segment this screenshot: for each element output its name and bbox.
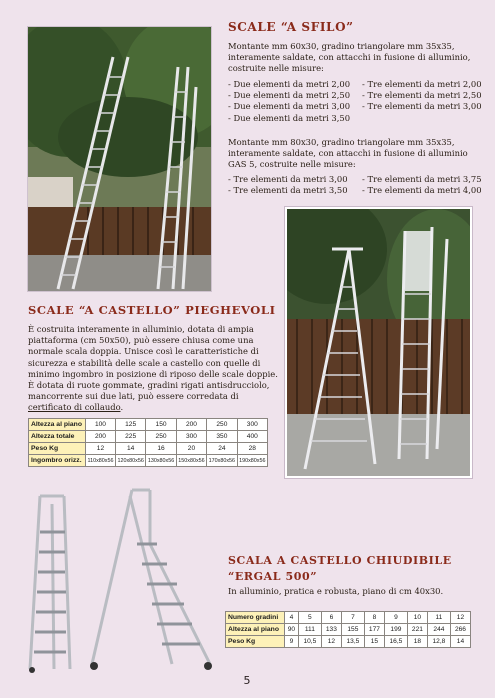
table-cell: 130x80x56 [146,455,176,467]
collaudo-certificate-link[interactable]: certificato di collaudo [28,402,121,413]
table-cell: 14 [115,443,145,455]
table-cell: 16,5 [384,636,407,648]
table-cell: 12 [450,612,470,624]
table-cell: 221 [407,624,427,636]
table-cell: 7 [341,612,364,624]
sfilo-sizes-three-elements [362,79,482,113]
sfilo-intro-2: Montante mm 80x30, gradino triangolare mm 35x35, interamente saldate, con attacchi in fusione di alluminio GAS 5, costruite nelle misure: [228,137,468,170]
table-cell: 4 [285,612,299,624]
row-label: Altezza al piano [29,419,86,431]
table-cell: 120x80x56 [115,455,145,467]
ergal-description: In alluminio, pratica e robusta, piano di cm 40x30. [228,586,444,596]
row-label: Altezza totale [29,431,86,443]
table-cell: 250 [207,419,237,431]
table-cell: 28 [237,443,267,455]
table-cell: 350 [207,431,237,443]
table-row [226,636,471,648]
table-cell: 12 [86,443,116,455]
castello-title: SCALE “A CASTELLO” PIEGHEVOLI [28,303,276,317]
table-cell: 244 [427,624,450,636]
ergal-title-line1: SCALA A CASTELLO CHIUDIBILE [228,554,452,567]
list-item: - Tre elementi da metri 4,00 [362,185,482,196]
table-cell: 125 [115,419,145,431]
row-label: Peso Kg [226,636,285,648]
list-item: - Due elementi da metri 3,50 [228,112,351,123]
ergal-title-line2: “ERGAL 500” [228,570,318,583]
row-label: Peso Kg [29,443,86,455]
list-item: - Tre elementi da metri 3,00 [362,101,482,112]
table-cell: 90 [285,624,299,636]
table-cell: 16 [146,443,176,455]
table-cell: 300 [237,419,267,431]
sfilo-sizes-two-elements [228,79,350,124]
sfilo-gas5-sizes-left [228,174,348,196]
table-cell: 12 [321,636,341,648]
table-cell: 150x80x56 [176,455,206,467]
table-cell: 10,5 [298,636,321,648]
list-item: - Due elementi da metri 2,50 [228,90,351,101]
table-cell: 111 [298,624,321,636]
table-cell: 14 [450,636,470,648]
table-row [29,443,268,455]
table-cell: 177 [364,624,384,636]
table-cell: 400 [237,431,267,443]
list-item: - Tre elementi da metri 3,50 [228,185,348,196]
table-cell: 110x80x56 [86,455,116,467]
castello-spec-body [29,419,268,467]
list-item: - Tre elementi da metri 3,00 [228,174,348,184]
table-cell: 200 [86,431,116,443]
table-cell: 150 [146,419,176,431]
row-label: Altezza al piano [226,624,285,636]
table-cell: 20 [176,443,206,455]
table-row [226,624,471,636]
row-label: Ingombro orizz. [29,455,86,467]
table-row [29,431,268,443]
table-row [29,419,268,431]
list-item: - Tre elementi da metri 2,00 [362,79,482,89]
list-item: - Due elementi da metri 3,00 [228,101,351,112]
row-label: Numero gradini [226,612,285,624]
ergal-spec-table [225,611,471,648]
table-cell: 266 [450,624,470,636]
list-item: - Due elementi da metri 2,00 [228,79,351,89]
table-cell: 199 [384,624,407,636]
table-cell: 6 [321,612,341,624]
table-cell: 12,8 [427,636,450,648]
table-cell: 155 [341,624,364,636]
table-cell: 18 [407,636,427,648]
table-cell: 9 [285,636,299,648]
table-cell: 300 [176,431,206,443]
list-item: - Tre elementi da metri 2,50 [362,90,482,101]
table-cell: 100 [86,419,116,431]
ergal-spec-body [226,612,471,648]
table-cell: 15 [364,636,384,648]
extension-ladders-photo [27,26,212,292]
table-cell: 250 [146,431,176,443]
sfilo-gas5-sizes-right [362,174,482,196]
table-cell: 13,5 [341,636,364,648]
list-item: - Tre elementi da metri 3,75 [362,174,482,184]
castello-spec-table [28,418,268,467]
table-cell: 133 [321,624,341,636]
castello-body-end: . [120,402,124,413]
table-cell: 24 [207,443,237,455]
ergal-500-ladders-photo [22,484,217,674]
table-cell: 170x80x56 [207,455,237,467]
sfilo-intro-1: Montante mm 60x30, gradino triangolare mm 35x35, interamente saldate, con attacchi in fusione di alluminio, costruite nelle misure: [228,41,471,74]
table-cell: 190x80x56 [237,455,267,467]
folding-castle-ladders-photo [285,207,472,478]
castello-body-text: È costruita interamente in alluminio, dotata di ampia piattaforma (cm 50x50), può essere chiusa come una normale scala doppia. Unisce così le caratteristiche di sicurezza e stabilità delle scale a castello con quelle di minimo ingombro in posizione di riposo delle scale doppie. È dotata di ruote gommate, gradini rigati antisdrucciolo, mancorrente sui due lati, può essere corredata di [28,324,278,402]
table-cell: 11 [427,612,450,624]
table-cell: 8 [364,612,384,624]
page-number: 5 [243,674,251,687]
table-cell: 200 [176,419,206,431]
sfilo-title: SCALE “A SFILO” [228,20,354,34]
table-cell: 9 [384,612,407,624]
table-row [29,455,268,467]
table-row [226,612,471,624]
table-cell: 5 [298,612,321,624]
table-cell: 225 [115,431,145,443]
castello-description [28,324,278,414]
table-cell: 10 [407,612,427,624]
